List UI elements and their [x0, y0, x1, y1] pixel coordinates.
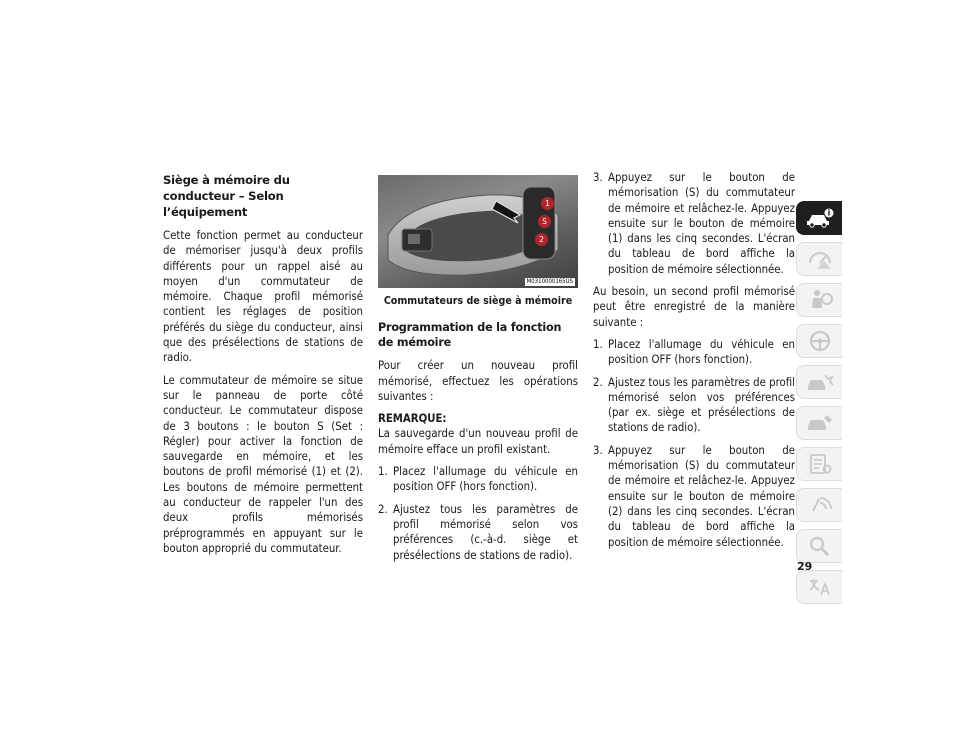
step-number: 3. — [593, 171, 603, 184]
step-text: Ajustez tous les paramètres de profil mémorisé selon vos préférences (c.-à-d. siège et présélections de stations de radio). — [393, 502, 578, 562]
tab-index[interactable] — [796, 529, 842, 563]
list-item — [378, 502, 578, 563]
list-item — [593, 443, 795, 550]
step-number: 1. — [593, 337, 603, 351]
car-info-icon — [805, 206, 835, 230]
list-item — [378, 464, 578, 495]
note-text: La sauvegarde d'un nouveau profil de mémoire efface un profil existant. — [378, 427, 578, 456]
paragraph: Pour créer un nouveau profil mémorisé, effectuez les opérations suivantes : — [378, 359, 578, 403]
chapter-tabs — [796, 201, 842, 611]
column-middle — [378, 175, 578, 570]
list-item — [593, 337, 795, 368]
tab-specifications[interactable] — [796, 447, 842, 481]
column-left — [163, 172, 363, 563]
steering-wheel-icon — [805, 329, 835, 353]
tab-service[interactable] — [796, 406, 842, 440]
paragraph: Au besoin, un second profil mémorisé peut être enregistré de la manière suivante : — [593, 285, 795, 329]
tab-languages[interactable] — [796, 570, 842, 604]
tab-driving[interactable] — [796, 324, 842, 358]
subheading: Programmation de la fonction de mémoire — [378, 321, 562, 350]
memory-switch-figure — [378, 175, 578, 288]
figure-caption: Commutateurs de siège à mémoire — [383, 295, 573, 307]
second-steps-list — [593, 337, 795, 550]
paragraph: Cette fonction permet au conducteur de mémoriser jusqu'à deux profils différents pour un rappel aisé au moyen d'un commutateur de mémoire. Chaque profil mémorisé contient les réglages de position préférés du siège du conducteur, ainsi que des présélections de stations de radio. — [163, 229, 363, 365]
language-index-icon — [805, 575, 835, 599]
tab-dashboard[interactable] — [796, 242, 842, 276]
tab-multimedia[interactable] — [796, 488, 842, 522]
step-number: 2. — [593, 375, 603, 389]
step-text: Placez l'allumage du véhicule en position OFF (hors fonction). — [393, 465, 578, 494]
dashboard-warning-icon — [805, 247, 835, 271]
note-label: REMARQUE: — [378, 412, 447, 426]
note — [378, 411, 578, 457]
steps-list-continued — [593, 170, 795, 277]
memory-button-1: 1 — [541, 197, 554, 210]
figure-code: M0310000165US — [526, 278, 573, 285]
door-panel-illustration — [378, 175, 578, 288]
tab-car-info[interactable] — [796, 201, 842, 235]
specifications-icon — [805, 452, 835, 476]
list-item — [593, 170, 795, 277]
memory-button-2: 2 — [535, 233, 548, 246]
tab-emergency[interactable] — [796, 365, 842, 399]
step-text: Placez l'allumage du véhicule en position OFF (hors fonction). — [608, 337, 795, 367]
step-number: 2. — [378, 502, 388, 516]
step-text: Ajustez tous les paramètres de profil mémorisé selon vos préférences (par ex. siège et présélections de stations de radio). — [608, 375, 795, 435]
car-crash-icon — [805, 370, 835, 394]
step-text: Appuyez sur le bouton de mémorisation (S) du commutateur de mémoire et relâchez-le. Appuyez ensuite sur le bouton de mémoire (1) dans les cinq secondes. L'écran du tableau de bord affiche la position de mémoire sélectionnée. — [608, 171, 795, 276]
section-heading: Siège à mémoire du conducteur – Selon l’équipement — [163, 173, 290, 219]
list-item — [593, 375, 795, 436]
page-number: 29 — [797, 560, 813, 573]
magnifier-icon — [805, 534, 835, 558]
multimedia-icon — [805, 493, 835, 517]
step-text: Appuyez sur le bouton de mémorisation (S) du commutateur de mémoire et relâchez-le. Appuyez ensuite sur le bouton de mémoire (2) dans les cinq secondes. L'écran du tableau de bord affiche la position de mémoire sélectionnée. — [608, 443, 795, 549]
car-service-icon — [805, 411, 835, 435]
step-number: 3. — [593, 443, 603, 457]
column-right — [593, 170, 795, 557]
paragraph: Le commutateur de mémoire se situe sur le panneau de porte côté conducteur. Le commutateur dispose de 3 boutons : le bouton S (Set : Régler) pour activer la fonction de sauvegarde en mémoire, et les boutons de profil mémorisé (1) et (2). Les boutons de mémoire permettent au conducteur de rappeler l'un des deux profils mémorisés préprogrammés en appuyant sur le bouton approprié du commutateur. — [163, 373, 363, 555]
airbag-safety-icon — [805, 288, 835, 312]
steps-list — [378, 464, 578, 563]
step-number: 1. — [378, 465, 388, 479]
tab-safety[interactable] — [796, 283, 842, 317]
memory-button-set: S — [538, 215, 551, 228]
